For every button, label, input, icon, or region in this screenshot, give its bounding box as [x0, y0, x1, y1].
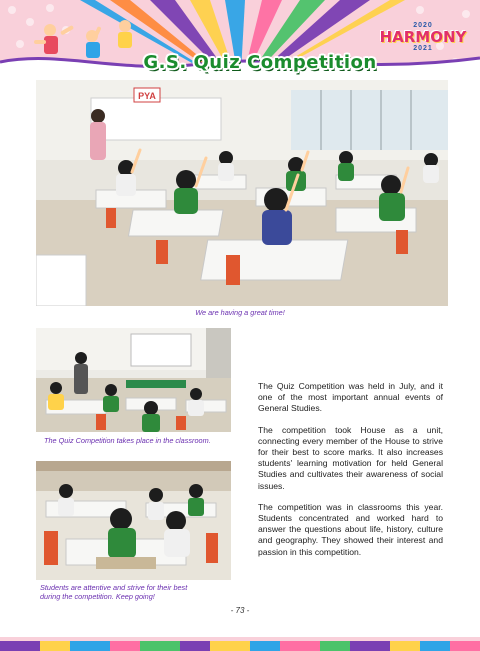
classroom-photo-bottom [36, 461, 231, 580]
page-title: G.S. Quiz Competition [143, 52, 377, 73]
harmony-logo [378, 22, 468, 52]
main-classroom-photo [36, 80, 448, 306]
classroom-photo-top [36, 328, 231, 432]
logo-year-bottom: 2021 [413, 45, 433, 52]
paragraph-3: The competition was in classrooms this year. Students concentrated and worked hard to answer the questions about life, history, culture and geography. They showed their interest and passion in this competition. [258, 501, 443, 557]
main-photo-caption: We are having a great time! [195, 308, 285, 317]
bottom-caption-line2: during the competition. Keep going! [40, 592, 155, 601]
top-photo-caption: The Quiz Competition takes place in the classroom. [44, 436, 211, 445]
header-banner [0, 0, 480, 80]
logo-word: HARMONY [379, 28, 467, 46]
footer-stripe [0, 637, 480, 651]
bottom-caption-line1: Students are attentive and strive for their best [40, 583, 188, 592]
classroom-sign: PYA [138, 91, 156, 101]
paragraph-2: The competition took House as a unit, connecting every member of the House to strive for their best to score marks. It also increases students' learning motivation for held General Studies and cultivates their awareness of social issues. [258, 424, 443, 491]
page-number: - 73 - [230, 606, 250, 615]
logo-year-top: 2020 [413, 22, 433, 29]
article-body [258, 381, 443, 568]
bottom-photo-caption [40, 583, 240, 601]
paragraph-1: The Quiz Competition was held in July, and it one of the most important annual events of General Studies. [258, 381, 443, 414]
